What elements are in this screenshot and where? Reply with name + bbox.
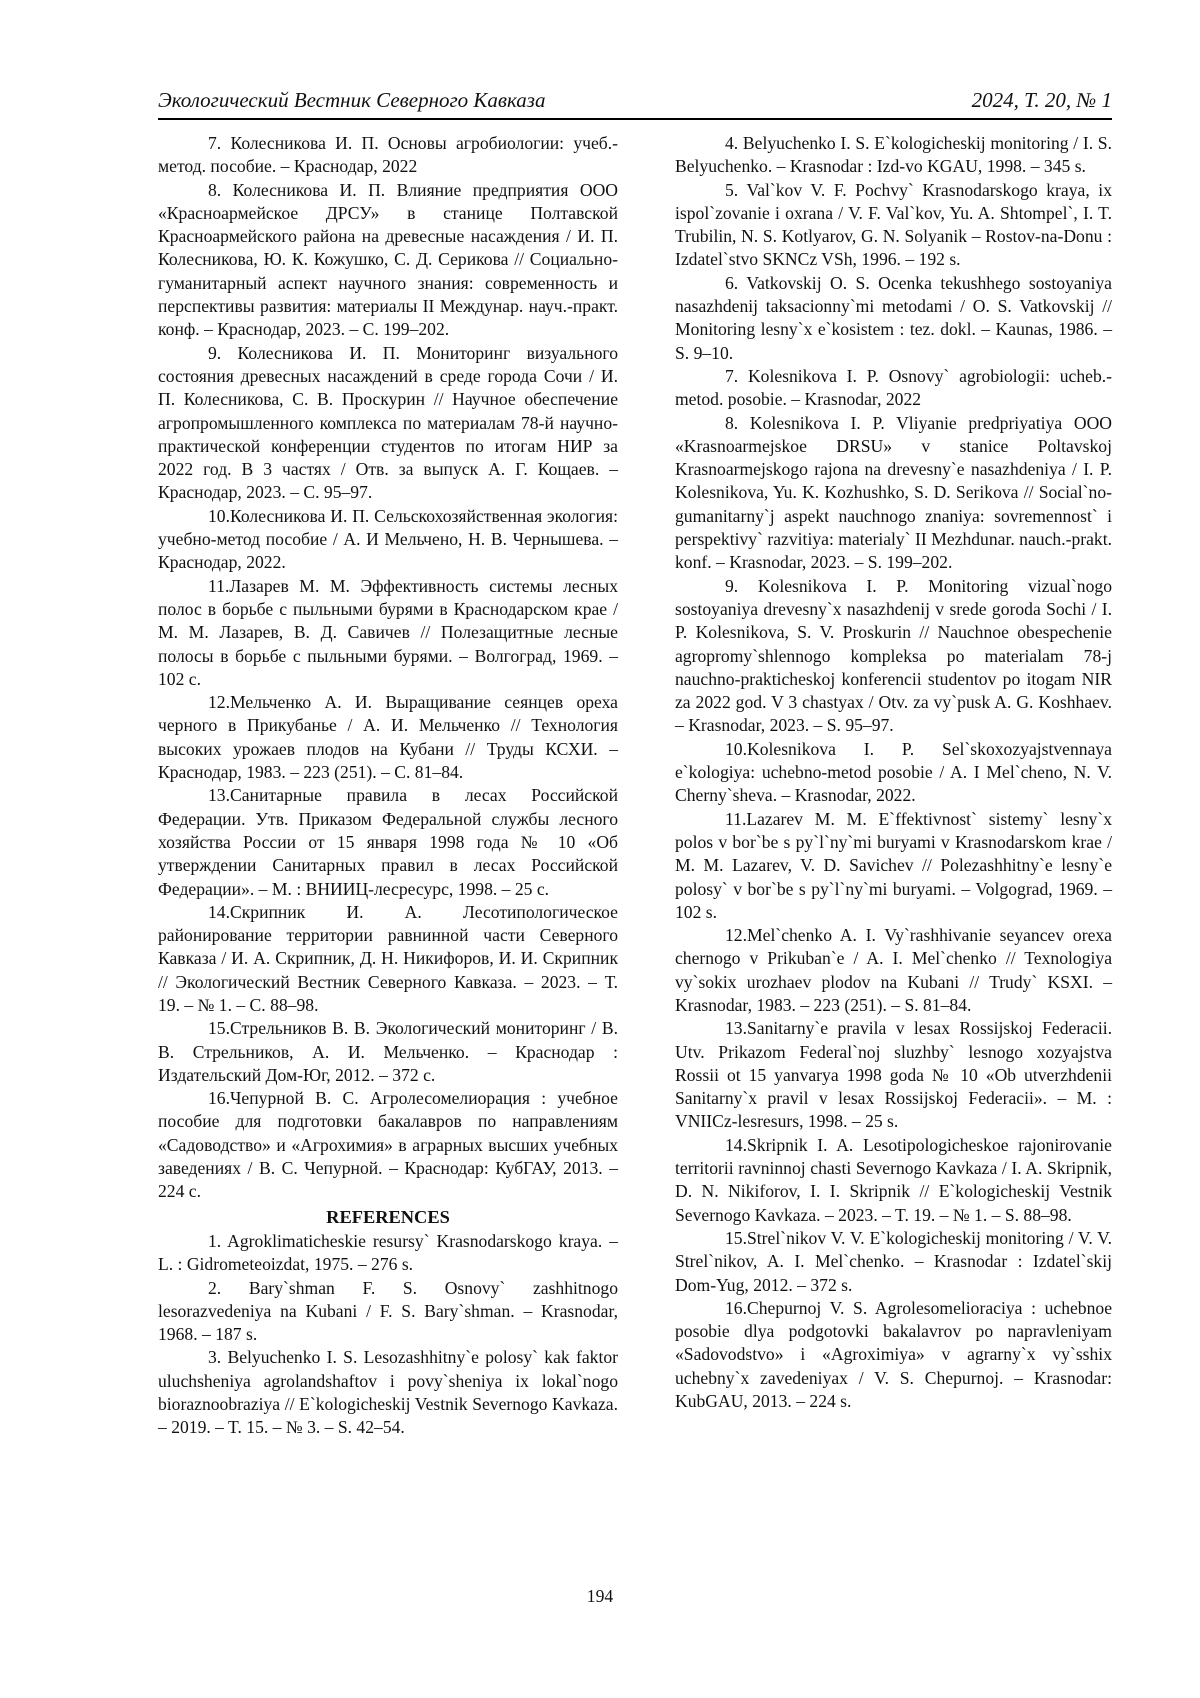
reference-entry: 14.Скрипник И. А. Лесотипологическое районирование территории равнинной части Северного Кавказа / И. А. Скрипник, Д. Н. Никифоров, И. И. Скрипник // Экологический Вестник Северного Кавказа. – 2023. – Т. 19. – № 1. – С. 88–98. bbox=[158, 901, 618, 1015]
reference-entry: 12.Мельченко А. И. Выращивание сеянцев ореха черного в Прикубанье / А. И. Мельченко // Технология высоких урожаев плодов на Кубани // Труды КСХИ. – Краснодар, 1983. – 223 (251). – С. 81–84. bbox=[158, 692, 618, 783]
right-column bbox=[675, 132, 1112, 1413]
left-column bbox=[158, 132, 618, 1440]
journal-title: Экологический Вестник Северного Кавказа bbox=[158, 88, 546, 112]
references-heading: REFERENCES bbox=[326, 1206, 450, 1227]
reference-entry: 5. Val`kov V. F. Pochvy` Krasnodarskogo kraya, ix ispol`zovanie i oxrana / V. F. Val`kov, Yu. A. Shtompel`, I. T. Trubilin, N. S. Kotlyarov, G. N. Solyanik – Rostov-na-Donu : Izdatel`stvo SKNCz VSh, 1996. – 192 s. bbox=[675, 179, 1112, 270]
reference-entry: 11.Lazarev M. M. E`ffektivnost` sistemy` lesny`x polos v bor`be s py`l`ny`mi buryami v Krasnodarskom krae / M. M. Lazarev, V. D. Savichev // Polezashhitny`e lesny`e polosy` v bor`be s py`l`ny`mi buryami. – Volgograd, 1969. – 102 s. bbox=[675, 808, 1112, 922]
reference-entry: 8. Kolesnikova I. P. Vliyanie predpriyatiya OOO «Krasnoarmejskoe DRSU» v stanice Poltavskoj Krasnoarmejskogo rajona na drevesny`e nasazhdeniya / I. P. Kolesnikova, Yu. K. Kozhushko, S. D. Serikova // Social`no-gumanitarny`j aspekt nauchnogo znaniya: sovremennost` i perspektivy` razvitiya: materialy` II Mezhdunar. nauch.-prakt. konf. – Krasnodar, 2023. – S. 199–202. bbox=[675, 412, 1112, 573]
reference-entry: 16.Chepurnoj V. S. Agrolesomelioraciya : uchebnoe posobie dlya podgotovki bakalavrov po napravleniyam «Sadovodstvo» i «Agroximiya» v agrarny`x vy`sshix uchebny`x zavedeniyax / V. S. Chepurnoj. – Krasnodar: KubGAU, 2013. – 224 s. bbox=[675, 1297, 1112, 1412]
reference-entry: 7. Kolesnikova I. P. Osnovy` agrobiologii: ucheb.-metod. posobie. – Krasnodar, 2022 bbox=[675, 365, 1112, 410]
reference-entry: 2. Bary`shman F. S. Osnovy` zashhitnogo lesorazvedeniya na Kubani / F. S. Bary`shman. – Krasnodar, 1968. – 187 s. bbox=[158, 1277, 618, 1345]
reference-entry: 6. Vatkovskij O. S. Ocenka tekushhego sostoyaniya nasazhdenij taksacionny`mi metodami / O. S. Vatkovskij // Monitoring lesny`x e`kosistem : tez. dokl. – Kaunas, 1986. – S. 9–10. bbox=[675, 272, 1112, 363]
issue-info: 2024, Т. 20, № 1 bbox=[971, 88, 1112, 112]
reference-entry: 10.Kolesnikova I. P. Sel`skoxozyajstvennaya e`kologiya: uchebno-metod posobie / A. I Mel`cheno, N. V. Cherny`sheva. – Krasnodar, 2022. bbox=[675, 738, 1112, 806]
reference-entry: 3. Belyuchenko I. S. Lesozashhitny`e polosy` kak faktor uluchsheniya agrolandshaftov i povy`sheniya ix lokal`nogo bioraznoobraziya // E`kologicheskij Vestnik Severnogo Kavkaza. – 2019. – T. 15. – № 3. – S. 42–54. bbox=[158, 1347, 618, 1438]
page-number: 194 bbox=[586, 1586, 614, 1606]
reference-entry: 14.Skripnik I. A. Lesotipologicheskoe rajonirovanie territorii ravninnoj chasti Severnogo Kavkaza / I. A. Skripnik, D. N. Nikiforov, I. I. Skripnik // E`kologicheskij Vestnik Severnogo Kavkaza. – 2023. – T. 19. – № 1. – S. 88–98. bbox=[675, 1134, 1112, 1225]
reference-entry: 8. Колесникова И. П. Влияние предприятия ООО «Красноармейское ДРСУ» в станице Полтавской Красноармейского района на древесные насаждения / И. П. Колесникова, Ю. К. Кожушко, С. Д. Серикова // Социально-гуманитарный аспект научного знания: современность и перспективы развития: материалы II Междунар. науч.-практ. конф. – Краснодар, 2023. – С. 199–202. bbox=[158, 179, 618, 340]
reference-entry: 13.Sanitarny`e pravila v lesax Rossijskoj Federacii. Utv. Prikazom Federal`noj sluzhby` lesnogo xozyajstva Rossii ot 15 yanvarya 1998 goda № 10 «Ob utverzhdenii Sanitarny`x pravil v lesax Rossijskoj Federacii». – M. : VNIICz-lesresurs, 1998. – 25 s. bbox=[675, 1018, 1112, 1132]
reference-entry: 10.Колесникова И. П. Сельскохозяйственная экология: учебно-метод пособие / А. И Мельчено, Н. В. Чернышева. – Краснодар, 2022. bbox=[158, 505, 618, 573]
reference-entry: 9. Kolesnikova I. P. Monitoring vizual`nogo sostoyaniya drevesny`x nasazhdenij v srede goroda Sochi / I. P. Kolesnikova, S. V. Proskurin // Nauchnoe obespechenie agropromy`shlennogo kompleksa po materialam 78-j nauchno-prakticheskoj konferencii studentov po itogam NIR za 2022 god. V 3 chastyax / Otv. za vy`pusk A. G. Koshhaev. – Krasnodar, 2023. – S. 95–97. bbox=[675, 575, 1112, 736]
reference-entry: 15.Стрельников В. В. Экологический мониторинг / В. В. Стрельников, А. И. Мельченко. – Краснодар : Издательский Дом-Юг, 2012. – 372 с. bbox=[158, 1018, 618, 1085]
reference-entry: 4. Belyuchenko I. S. E`kologicheskij monitoring / I. S. Belyuchenko. – Krasnodar : Izd-vo KGAU, 1998. – 345 s. bbox=[675, 133, 1112, 177]
reference-entry: 7. Колесникова И. П. Основы агробиологии: учеб.-метод. пособие. – Краснодар, 2022 bbox=[158, 133, 618, 177]
reference-entry: 12.Mel`chenko A. I. Vy`rashhivanie seyancev orexa chernogo v Prikuban`e / A. I. Mel`chenko // Texnologiya vy`sokix urozhaev plodov na Kubani // Trudy` KSXI. – Krasnodar, 1983. – 223 (251). – S. 81–84. bbox=[675, 925, 1112, 1015]
reference-entry: 15.Strel`nikov V. V. E`kologicheskij monitoring / V. V. Strel`nikov, A. I. Mel`chenko. – Krasnodar : Izdatel`skij Dom-Yug, 2012. – 372 s. bbox=[675, 1227, 1112, 1295]
reference-entry: 9. Колесникова И. П. Мониторинг визуального состояния древесных насаждений в среде города Сочи / И. П. Колесникова, С. В. Проскурин // Научное обеспечение агропромышленного комплекса по материалам 78-й научно-практической конференции студентов по итогам НИР за 2022 год. В 3 частях / Отв. за выпуск А. Г. Кощаев. – Краснодар, 2023. – С. 95–97. bbox=[158, 342, 618, 503]
reference-entry: 11.Лазарев М. М. Эффективность системы лесных полос в борьбе с пыльными бурями в Краснодарском крае / М. М. Лазарев, В. Д. Савичев // Полезащитные лесные полосы в борьбе с пыльными бурями. – Волгоград, 1969. – 102 с. bbox=[158, 575, 618, 689]
running-header bbox=[158, 84, 1112, 120]
reference-entry: 13.Санитарные правила в лесах Российской Федерации. Утв. Приказом Федеральной службы лесного хозяйства России от 15 января 1998 года № 10 «Об утверждении Санитарных правил в лесах Российской Федерации». – М. : ВНИИЦ-лесресурс, 1998. – 25 с. bbox=[158, 785, 618, 899]
reference-entry: 1. Agroklimaticheskie resursy` Krasnodarskogo kraya. – L. : Gidrometeoizdat, 1975. – 276 s. bbox=[158, 1230, 618, 1275]
reference-entry: 16.Чепурной В. С. Агролесомелиорация : учебное пособие для подготовки бакалавров по направлениям «Садоводство» и «Агрохимия» в аграрных высших учебных заведениях / В. С. Чепурной. – Краснодар: КубГАУ, 2013. – 224 с. bbox=[158, 1088, 618, 1202]
